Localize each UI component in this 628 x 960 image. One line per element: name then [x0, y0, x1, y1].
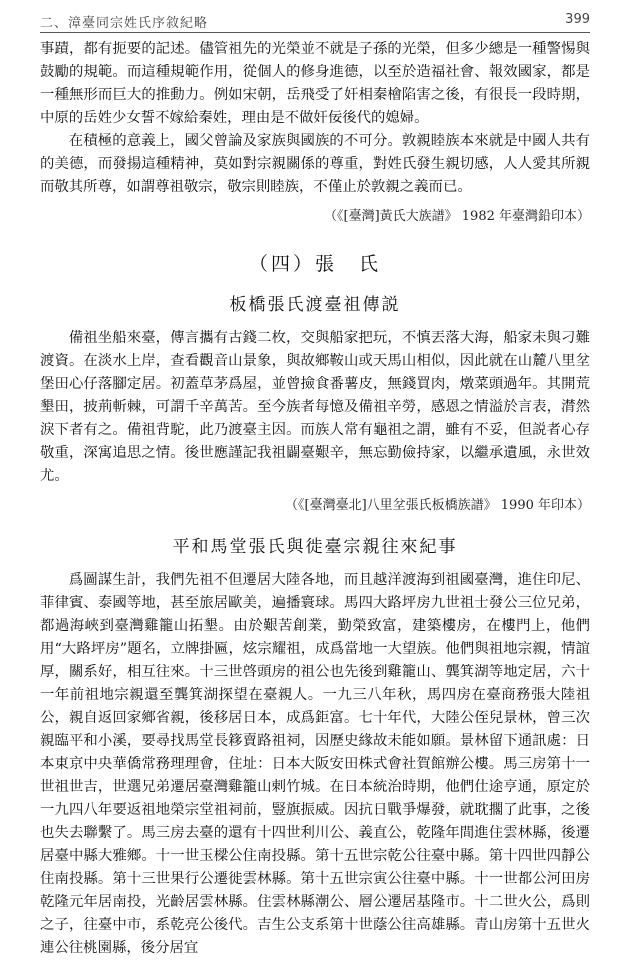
page-number: 399	[565, 12, 590, 27]
section-heading-zhang: （四）張 氏	[248, 253, 381, 275]
paragraph-pinghe-record: 爲圖謀生計，我們先祖不但遷居大陸各地，而且越洋渡海到祖國臺灣，進住印尼、菲律賓、泰國等地，甚至旅居歐美，遍播寰球。馬四大路坪房九世祖士發公三位兄弟，都過海峽到臺灣雞籠山拓墾。由於艱苦創業，勤榮致富，建築樓房，在樓門上，他們用“大路坪房”題名，立牌掛匾，炫宗耀祖，成爲當地一大望族。他們與祖地宗親，情誼厚，關系好，相互往來。十三世啓頭房的祖公也先後到雞籠山、龔箕湖等地定居，六十一年前祖地宗親還至龔箕湖探望在臺親人。一九三八年秋，馬四房在臺商務張大陸祖公，親自返回家鄉省親，後移居日本，成爲鉅富。七十年代，大陸公侄兒景林，曾三次親臨平和小溪，要尋找馬堂長簃賣路祖祠，因歷史緣故未能如願。景林留下通訊處：日本東京中央華僑常務理理會，住址：日本大阪安田株式會社賀館辦公樓。馬三房第十一世祖世吉，世選兄弟遷居臺灣雞籠山剌竹城。在日本統治時期，他們仕途亨通，原定於一九四八年要返祖地榮宗堂祖祠前，豎旗振威。因抗日戰爭爆發，就耽擱了此事，之後也失去聯繫了。馬三房去臺的還有十四世利川公、義直公，乾隆年間進住雲林縣，後遷居臺中縣大雅鄉。十一世玉樑公住南投縣。第十五世宗乾公往臺中縣。第十四世四靜公住南投縣。第十三世果行公遷徙雲林縣。第十五世宗寅公往臺中縣。十一世都公河田房乾隆元年居南投，光齡居雲林縣。住雲林縣潮公、層公遷居基隆市。十二世火公，爲則之子，往臺中市，系乾亮公後代。吉生公支系第十世蔭公往高雄縣。青山房第十五世火連公往桃園縣，後分居宜	[40, 572, 590, 956]
paragraph-banqiao-legend: 備祖坐船來臺，傳言攜有古錢二枚，交與船家把玩，不慎丟落大海，船家未與刁難渡資。在淡水上岸，查看觀音山景象，與故鄉鞍山或天馬山相似，因此就在山麓八里坌堡田心仔落腳定居。初蓋草茅爲屋，並曾撿食番薯皮，無錢買肉，燉菜頭過年。其開荒墾田，披荊斬棘，可謂千辛萬苦。至今族者每憶及備祖辛勞，感恩之情溢於言表，潸然淚下者有之。備祖背駝，此乃渡臺主因。而族人常有龜祖之謂，雖有不妥，但説者心存敬重，深寓追思之情。後世應謹記我祖闢臺艱辛，無忘勤儉持家，以繼承遺風，永世效尤。	[40, 330, 590, 484]
paragraph-clan-virtue: 在積極的意義上，國父曾論及家族與國族的不可分。敦親睦族本來就是中國人共有的美德，而發揚這種精神，莫如對宗親關係的尊重，對姓氏發生親切感，人人愛其所親而敬其所尊，如謂尊祖敬宗，敬宗則睦族，不僅止於敦親之義而已。	[40, 133, 590, 195]
running-title: 二、漳臺同宗姓氏序敘紀略	[40, 16, 209, 31]
article-title-banqiao: 板橋張氏渡臺祖傳説	[229, 295, 401, 315]
page-header	[40, 10, 590, 33]
page-body	[40, 38, 590, 960]
article-title-pinghe: 平和馬堂張氏與徙臺宗親往來紀事	[172, 537, 458, 557]
paragraph-intro-continued: 事蹟，都有扼要的記述。儘管祖先的光榮並不就是子孫的光榮，但多少總是一種警惕與鼓勵的規範。而這種規範作用，從個人的修身進德，以至於造福社會、報效國家，都是一種無形而巨大的推動力。例如宋朝，岳飛受了奸相秦檜陷害之後，有很長一段時期，中原的岳姓少女誓不嫁給秦姓，理由是不做奸佞後代的媳婦。	[40, 41, 590, 126]
source-citation-huang: （《[臺灣]黃氏大族譜》 1982 年臺灣鉛印本）	[324, 209, 590, 224]
source-citation-banqiao: （《[臺灣臺北]八里坌張氏板橋族譜》 1990 年印本）	[285, 498, 590, 513]
